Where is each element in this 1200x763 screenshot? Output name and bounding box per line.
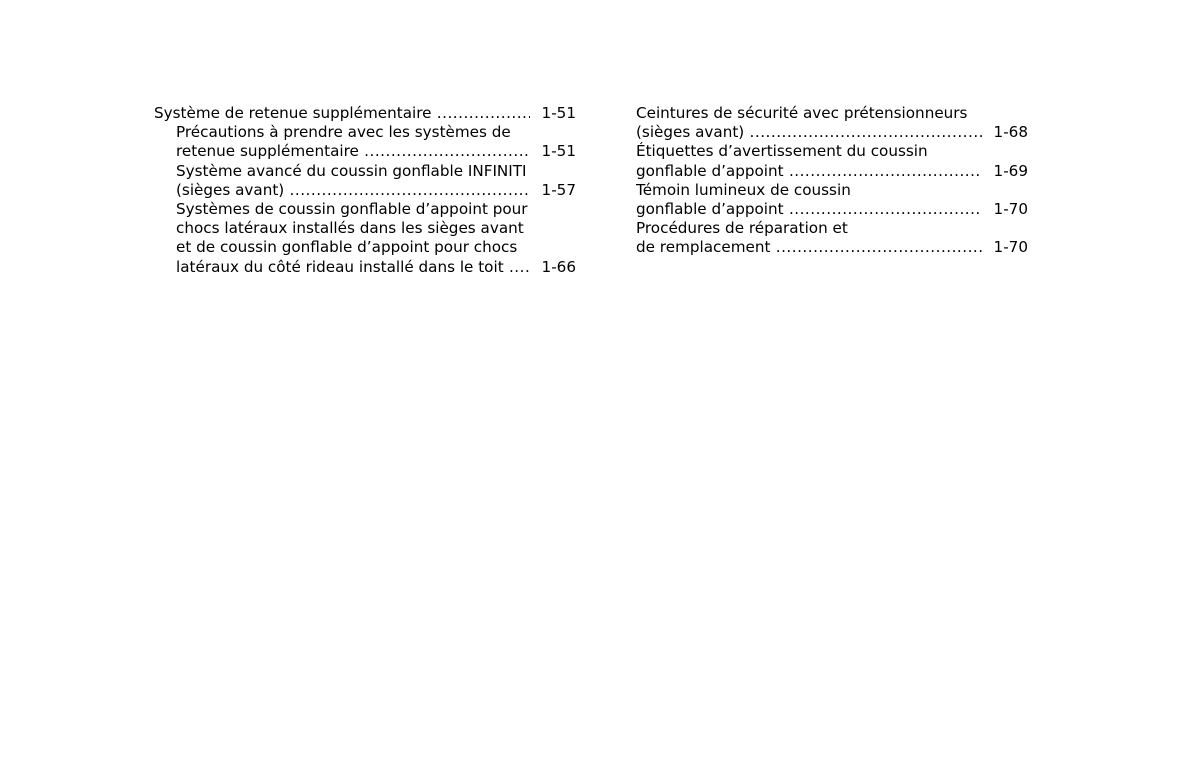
toc-entry[interactable] — [636, 142, 1028, 180]
toc-entry-title-line: Ceintures de sécurité avec prétensionneurs — [636, 104, 968, 122]
toc-entry-title: (sièges avant) ..... — [176, 181, 530, 200]
toc-right-column — [636, 104, 1028, 258]
toc-page-number: 1-51 — [541, 104, 576, 122]
toc-entry-title-line: Systèmes de coussin gonflable d’appoint pour — [176, 200, 528, 219]
toc-page-number: 1-70 — [993, 200, 1028, 219]
toc-entry-title-line: Système avancé du coussin gonflable INFINITI — [176, 161, 527, 180]
toc-page-number: 1-70 — [993, 238, 1028, 257]
toc-entry-title: gonflable d’appoint ..... — [636, 162, 982, 181]
toc-page-number: 1-51 — [541, 142, 576, 161]
toc-entry-title-line: et de coussin gonflable d’appoint pour chocs — [176, 238, 518, 257]
toc-page-number: 1-68 — [993, 123, 1028, 142]
toc-entry[interactable] — [636, 104, 1028, 142]
toc-entry-title-line: Procédures de réparation et — [636, 219, 848, 238]
toc-entry-last-line — [636, 123, 1028, 142]
toc-entry-title-line: Précautions à prendre avec les systèmes de — [176, 123, 511, 142]
toc-entry-last-line — [154, 104, 576, 123]
toc-entry[interactable] — [154, 162, 576, 200]
toc-entry-last-line — [176, 142, 576, 161]
toc-entry[interactable] — [636, 181, 1028, 219]
toc-entry-title: de remplacement ..... — [636, 238, 982, 257]
toc-entry-title-line: Témoin lumineux de coussin — [636, 180, 851, 199]
toc-entry-last-line — [176, 181, 576, 200]
toc-entry[interactable] — [154, 200, 576, 277]
toc-entry-title: gonflable d’appoint ..... — [636, 200, 982, 219]
toc-page-number: 1-57 — [541, 180, 576, 199]
toc-entry-title: retenue supplémentaire ..... — [176, 142, 530, 161]
toc-entry-last-line — [176, 258, 576, 277]
toc-entry-title: Système de retenue supplémentaire ..... — [154, 104, 530, 123]
toc-entry-title: latéraux du côté rideau installé dans le toit ..... — [176, 258, 530, 277]
toc-entry-title: (sièges avant) ..... — [636, 123, 982, 142]
toc-entry-last-line — [636, 162, 1028, 181]
toc-entry[interactable] — [154, 123, 576, 161]
toc-entry-title-line: Étiquettes d’avertissement du coussin — [636, 142, 928, 161]
toc-entry-last-line — [636, 200, 1028, 219]
toc-entry-last-line — [636, 238, 1028, 257]
toc-left-column — [154, 104, 576, 277]
toc-page-number: 1-69 — [993, 161, 1028, 180]
toc-page-number: 1-66 — [541, 257, 576, 276]
toc-entry[interactable] — [636, 219, 1028, 257]
toc-entry[interactable] — [154, 104, 576, 123]
toc-entry-title-line: chocs latéraux installés dans les sièges avant — [176, 219, 524, 238]
